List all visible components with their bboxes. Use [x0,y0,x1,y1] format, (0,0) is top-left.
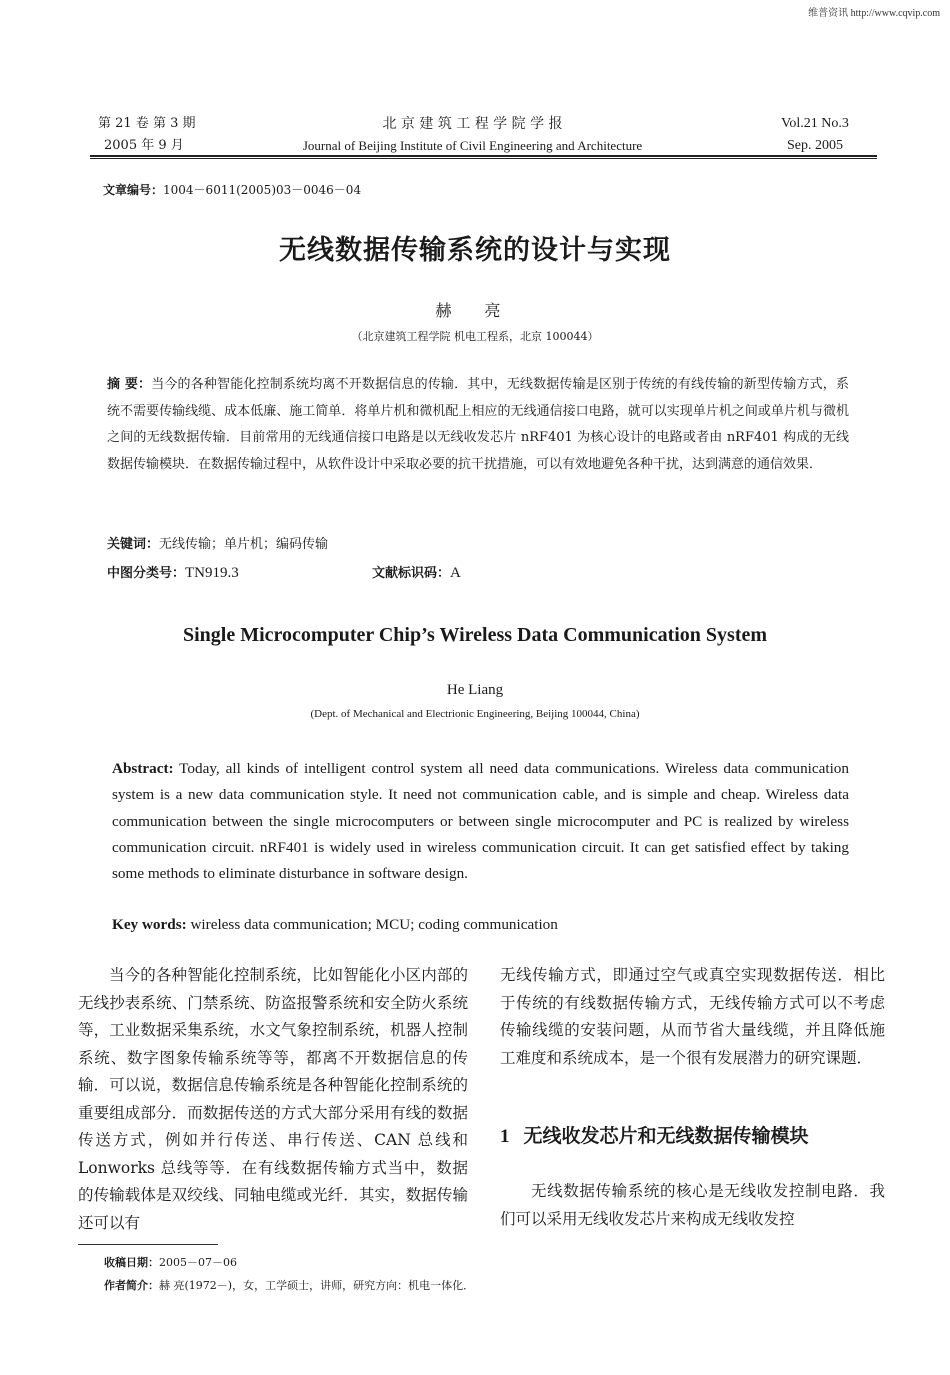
volume-cn: 第 21 卷 第 3 期 [98,116,196,131]
article-number-label: 文章编号： [103,183,164,197]
paper-title-en: Single Microcomputer Chip’s Wireless Data Communication System [182,624,768,646]
footnote-rule [78,1244,218,1245]
paper-title-cn: 无线数据传输系统的设计与实现 [279,235,671,266]
article-number-value: 1004－6011(2005)03－0046－04 [163,183,362,197]
date-en: Sep. 2005 [787,138,843,153]
abstract-en-text: Today, all kinds of intelligent control system all need data communications. Wireless data communication system is a new data communication style. It need not communication cable, and is simple and cheap. Wireless data communication between the single microcomputers or between single microcomputer and PC is realized by wireless communication circuit. nRF401 is widely used in wireless communication circuit. It can get satisfied effect by taking some methods to eliminate disturbance in software design. [112,760,849,883]
received-label: 收稿日期： [104,1256,159,1269]
header-rule [90,155,877,157]
date-cn: 2005 年 9 月 [104,138,184,153]
journal-name-en: Journal of Beijing Institute of Civil Engineering and Architecture [302,138,643,153]
abstract-en [112,756,849,887]
section-heading-1 [500,1121,885,1148]
keywords-en-label: Key words: [112,916,187,933]
keywords-cn-label: 关键词： [107,537,160,552]
classification [107,562,849,585]
keywords-en [112,914,558,936]
keywords-en-text: wireless data communication; MCU; coding communication [186,916,558,933]
footnote-received [104,1254,237,1272]
header-volume-en [760,113,870,157]
footnote-author-bio [104,1277,474,1295]
abstract-cn-text: 当今的各种智能化控制系统均离不开数据信息的传输．其中，无线数据传输是区别于传统的有线传输的新型传输方式，系统不需要传输线缆、成本低廉、施工简单．将单片机和微机配上相应的无线通信接口电路，就可以实现单片机之间或单片机与微机之间的无线数据传输．目前常用的无线通信接口电路是以无线收发芯片 nRF401 为核心设计的电路或者由 nRF401 构成的无线数据传输模块．在数据传输过程中，从软件设计中采取必要的抗干扰措施，可以有效地避免各种干扰，达到满意的通信效果． [107,377,849,472]
body-right-paragraph-1: 无线传输方式，即通过空气或真空实现数据传送．相比于传统的有线数据传输方式，无线传输方式可以不考虑传输线缆的安装问题，从而节省大量线缆，并且降低施工难度和系统成本，是一个很有发展潜力的研究课题． [500,966,885,1067]
clc-value: TN919.3 [185,565,239,581]
abstract-cn-label: 摘 要： [107,377,152,392]
header-volume-cn [98,113,195,157]
doc-code-value: A [450,565,461,581]
keywords-cn-text: 无线传输；单片机；编码传输 [159,537,329,552]
section-title: 无线收发芯片和无线数据传输模块 [523,1125,809,1147]
bio-label: 作者简介： [104,1279,159,1292]
author-en: He Liang [446,682,504,698]
header-journal [250,113,695,157]
affiliation-cn: （北京建筑工程学院 机电工程系，北京 100044） [351,330,599,343]
affiliation-en: (Dept. of Mechanical and Electrionic Engineering, Beijing 100044, China) [310,708,640,720]
doc-code-label: 文献标识码： [372,566,451,581]
abstract-cn [107,372,849,478]
clc-label: 中图分类号： [107,566,186,581]
document-code [372,562,461,585]
body-right-paragraph-2: 无线数据传输系统的核心是无线收发控制电路．我们可以采用无线收发芯片来构成无线收发控 [500,1182,885,1228]
author-cn: 赫 亮 [435,301,515,320]
abstract-en-label: Abstract: [112,760,174,777]
header-rule-thin [90,158,877,159]
received-date: 2005－07－06 [159,1256,237,1269]
section-number: 1 [500,1126,510,1147]
keywords-cn [107,534,328,556]
watermark-url: 维普资讯 http://www.cqvip.com [808,8,940,19]
article-number [103,181,361,198]
volume-en: Vol.21 No.3 [781,116,849,131]
bio-text: 赫 亮(1972－)，女，工学硕士，讲师，研究方向：机电一体化． [159,1279,475,1292]
journal-name-cn: 北 京 建 筑 工 程 学 院 学 报 [382,116,563,132]
body-left-paragraph: 当今的各种智能化控制系统，比如智能化小区内部的无线抄表系统、门禁系统、防盗报警系统和安全防火系统等，工业数据采集系统，水文气象控制系统，机器人控制系统、数字图象传输系统等等，都离不开数据信息的传输．可以说，数据信息传输系统是各种智能化控制系统的重要组成部分．而数据传送的方式大部分采用有线的数据传送方式，例如并行传送、串行传送、CAN 总线和 Lonworks 总线等等．在有线数据传输方式当中，数据的传输载体是双绞线、同轴电缆或光纤．其实，数据传输还可以有 [78,966,468,1232]
